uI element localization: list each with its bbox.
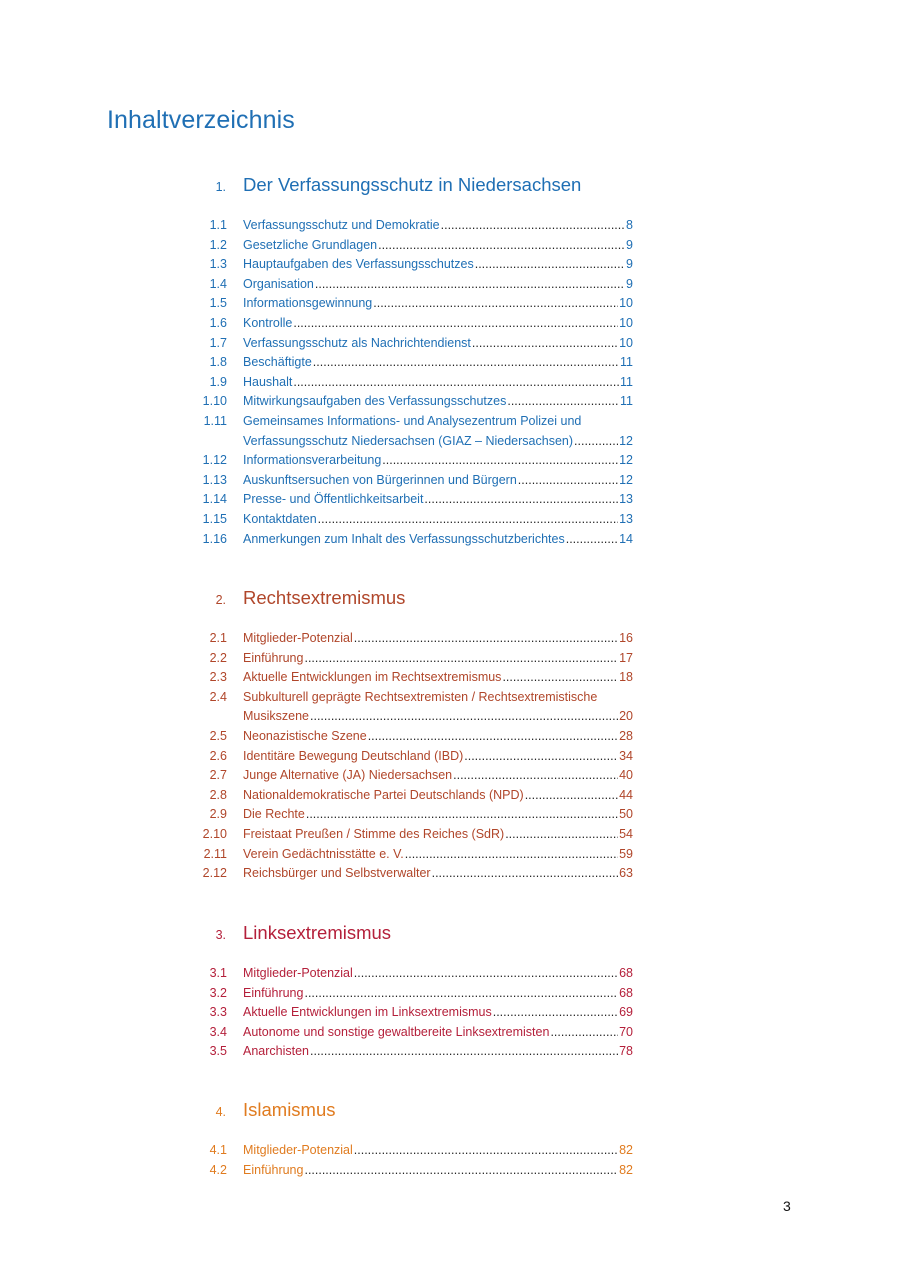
entry-title: Autonome und sonstige gewaltbereite Linksextremisten	[243, 1024, 550, 1039]
entry-page: 54	[619, 826, 633, 841]
dot-leader	[432, 866, 619, 880]
entry-title: Aktuelle Entwicklungen im Rechtsextremismus	[243, 670, 502, 685]
toc-entry[interactable]	[0, 1141, 900, 1161]
toc-entry[interactable]	[0, 864, 900, 884]
entry-number: 1.6	[209, 315, 227, 330]
toc-entry[interactable]	[0, 964, 900, 984]
entry-page: 12	[619, 472, 633, 487]
dot-leader	[525, 788, 618, 802]
entry-page: 9	[626, 237, 633, 252]
toc-entry[interactable]	[0, 334, 900, 354]
entry-title: Hauptaufgaben des Verfassungsschutzes	[243, 257, 474, 272]
entry-page: 12	[619, 433, 633, 448]
dot-leader	[354, 1143, 618, 1157]
chapter-title[interactable]: Linksextremismus	[243, 922, 392, 943]
dot-leader	[373, 296, 618, 310]
dot-leader	[304, 986, 618, 1000]
toc-entry[interactable]	[0, 294, 900, 314]
chapter-number: 3.	[215, 928, 226, 942]
entry-title: Mitglieder-Potenzial	[243, 631, 353, 645]
entry-number: 3.1	[209, 966, 227, 980]
dot-leader	[382, 453, 618, 467]
dot-leader	[378, 238, 625, 252]
dot-leader	[315, 277, 625, 291]
entry-number: 1.9	[209, 374, 227, 389]
toc-entry[interactable]	[0, 216, 900, 236]
dot-leader	[405, 847, 618, 861]
entry-page: 78	[619, 1044, 633, 1059]
entry-number: 2.5	[209, 728, 227, 743]
toc-entry[interactable]	[0, 649, 900, 669]
dot-leader	[354, 966, 618, 980]
entry-page: 17	[619, 650, 633, 665]
toc-entry[interactable]	[0, 373, 900, 393]
dot-leader	[453, 768, 618, 782]
entry-title: Gemeinsames Informations- und Analysezentrum Polizei und	[243, 413, 582, 428]
dot-leader	[424, 492, 618, 506]
toc-entry[interactable]	[0, 668, 900, 688]
dot-leader	[475, 257, 625, 271]
entry-number: 1.3	[209, 257, 227, 272]
dot-leader	[574, 434, 618, 448]
entry-page: 10	[619, 335, 633, 350]
entry-number: 1.12	[202, 453, 227, 468]
toc-entry[interactable]	[0, 1161, 900, 1181]
toc-entry[interactable]	[0, 688, 900, 727]
chapter-4	[0, 1099, 900, 1177]
entry-title: Einführung	[243, 650, 304, 665]
entry-title: Mitwirkungsaufgaben des Verfassungsschutzes	[243, 394, 507, 409]
entry-title: Organisation	[243, 276, 314, 291]
entry-title: Einführung	[243, 985, 304, 1000]
entry-title: Freistaat Preußen / Stimme des Reiches (SdR)	[243, 826, 505, 841]
entry-page: 12	[619, 453, 633, 468]
chapter-2	[0, 587, 900, 881]
entry-number: 1.14	[202, 492, 227, 507]
entry-page: 8	[626, 218, 633, 232]
entry-page: 13	[619, 511, 633, 526]
entry-title: Anarchisten	[243, 1044, 310, 1059]
entry-title: Nationaldemokratische Partei Deutschlands (NPD)	[243, 787, 524, 802]
entry-page: 10	[619, 315, 633, 330]
entry-number: 2.6	[209, 748, 227, 763]
entry-number: 2.8	[209, 787, 227, 802]
toc-entry[interactable]	[0, 629, 900, 649]
entry-title: Presse- und Öffentlichkeitsarbeit	[243, 492, 424, 507]
dot-leader	[368, 729, 618, 743]
entry-page: 68	[619, 966, 633, 980]
entry-title: Aktuelle Entwicklungen im Linksextremismus	[243, 1005, 492, 1020]
toc-entry[interactable]	[0, 825, 900, 845]
entry-number: 1.13	[202, 472, 227, 487]
chapter-1	[0, 174, 900, 546]
entry-number: 3.4	[209, 1024, 227, 1039]
entry-page: 13	[619, 492, 633, 507]
entry-number: 2.7	[209, 768, 227, 783]
entry-page: 9	[626, 276, 633, 291]
entry-number: 1.2	[209, 237, 227, 252]
dot-leader	[354, 631, 618, 645]
entry-title: Junge Alternative (JA) Niedersachsen	[243, 768, 453, 783]
entry-page: 20	[619, 709, 633, 724]
dot-leader	[507, 394, 619, 408]
dot-leader	[493, 1005, 618, 1019]
toc-entry[interactable]	[0, 1023, 900, 1043]
chapter-title[interactable]: Islamismus	[243, 1099, 336, 1120]
entry-number: 1.4	[209, 276, 227, 291]
entry-number: 1.15	[202, 511, 227, 526]
entry-page: 63	[619, 866, 633, 881]
toc-entry[interactable]	[0, 805, 900, 825]
dot-leader	[566, 532, 618, 546]
entry-title: Subkulturell geprägte Rechtsextremisten / Rechtsextremistische	[243, 689, 598, 704]
dot-leader	[518, 473, 618, 487]
entry-page: 14	[619, 531, 633, 546]
dot-leader	[502, 670, 618, 684]
toc-entry[interactable]	[0, 747, 900, 767]
toc-entry[interactable]	[0, 530, 900, 550]
entry-number: 2.1	[209, 631, 227, 645]
toc-entry[interactable]	[0, 845, 900, 865]
page-title: Inhaltverzeichnis	[107, 106, 295, 134]
dot-leader	[310, 709, 618, 723]
entry-title: Die Rechte	[243, 807, 305, 822]
entry-page: 9	[626, 257, 633, 272]
chapter-title[interactable]: Der Verfassungsschutz in Niedersachsen	[243, 174, 582, 195]
entry-number: 1.1	[209, 218, 227, 232]
entry-number: 3.3	[209, 1005, 227, 1020]
entry-title: Verfassungsschutz und Demokratie	[243, 218, 440, 232]
dot-leader	[441, 218, 625, 232]
entry-title: Verein Gedächtnisstätte e. V.	[243, 846, 404, 861]
entry-title: Identitäre Bewegung Deutschland (IBD)	[243, 748, 464, 763]
entry-title: Informationsverarbeitung	[243, 453, 382, 468]
toc-entry[interactable]	[0, 353, 900, 373]
chapter-number: 1.	[215, 180, 226, 194]
entry-page: 50	[619, 807, 633, 822]
dot-leader	[505, 827, 618, 841]
toc-entry[interactable]	[0, 236, 900, 256]
dot-leader	[313, 355, 619, 369]
entry-number: 2.9	[209, 807, 227, 822]
entry-title: Mitglieder-Potenzial	[243, 1143, 353, 1157]
entry-page: 16	[619, 631, 633, 645]
entry-number: 3.2	[209, 985, 227, 1000]
entry-page: 44	[619, 787, 633, 802]
entry-page: 34	[619, 748, 633, 763]
entry-page: 18	[619, 670, 633, 685]
entry-title-continued: Verfassungsschutz Niedersachsen (GIAZ – Niedersachsen)	[243, 433, 574, 448]
entry-number: 4.2	[209, 1162, 227, 1177]
entry-title: Informationsgewinnung	[243, 296, 373, 311]
entry-number: 2.3	[209, 670, 227, 685]
toc-entry[interactable]	[0, 984, 900, 1004]
entry-number: 1.10	[202, 394, 227, 409]
entry-page: 68	[619, 985, 633, 1000]
dot-leader	[550, 1025, 618, 1039]
entry-title: Mitglieder-Potenzial	[243, 966, 353, 980]
toc-entry[interactable]	[0, 275, 900, 295]
dot-leader	[304, 651, 618, 665]
entry-title: Einführung	[243, 1162, 304, 1177]
entry-number: 3.5	[209, 1044, 227, 1059]
toc-entry[interactable]	[0, 490, 900, 510]
dot-leader	[310, 1044, 618, 1058]
entry-number: 2.10	[202, 826, 227, 841]
toc-entry[interactable]	[0, 727, 900, 747]
entry-title: Beschäftigte	[243, 355, 312, 370]
entry-number: 2.12	[202, 866, 227, 881]
toc-entry[interactable]	[0, 451, 900, 471]
chapter-number: 4.	[215, 1105, 226, 1119]
dot-leader	[293, 316, 618, 330]
entry-number: 1.7	[209, 335, 227, 350]
entry-number: 1.16	[202, 531, 227, 546]
entry-title: Auskunftsersuchen von Bürgerinnen und Bürgern	[243, 472, 517, 487]
entry-title: Kontaktdaten	[243, 511, 317, 526]
toc-entry[interactable]	[0, 471, 900, 491]
page-number: 3	[783, 1198, 791, 1214]
entry-page: 11	[620, 355, 633, 370]
entry-title: Verfassungsschutz als Nachrichtendienst	[243, 335, 471, 350]
entry-title-continued: Musikszene	[243, 709, 309, 724]
entry-page: 11	[620, 374, 633, 389]
dot-leader	[464, 749, 618, 763]
entry-number: 1.5	[209, 296, 227, 311]
entry-title: Reichsbürger und Selbstverwalter	[243, 866, 431, 881]
dot-leader	[293, 375, 619, 389]
entry-number: 2.11	[203, 846, 227, 861]
entry-number: 1.11	[203, 413, 227, 428]
entry-page: 69	[619, 1005, 633, 1020]
entry-page: 70	[619, 1024, 633, 1039]
dot-leader	[472, 336, 618, 350]
entry-number: 2.4	[209, 689, 227, 704]
entry-page: 59	[619, 846, 633, 861]
dot-leader	[318, 512, 618, 526]
chapter-3	[0, 922, 900, 1059]
entry-page: 82	[619, 1143, 633, 1157]
toc-entry[interactable]	[0, 1003, 900, 1023]
entry-page: 10	[619, 296, 633, 311]
toc-entry[interactable]	[0, 314, 900, 334]
entry-page: 28	[619, 728, 633, 743]
entry-title: Haushalt	[243, 374, 293, 389]
entry-title: Gesetzliche Grundlagen	[243, 237, 378, 252]
entry-title: Anmerkungen zum Inhalt des Verfassungsschutzberichtes	[243, 531, 565, 546]
entry-number: 4.1	[209, 1143, 227, 1157]
entry-page: 11	[620, 394, 633, 409]
toc-entry[interactable]	[0, 412, 900, 451]
toc-entry[interactable]	[0, 766, 900, 786]
entry-number: 1.8	[209, 355, 227, 370]
dot-leader	[304, 1163, 618, 1177]
toc-entry[interactable]	[0, 1042, 900, 1062]
entry-number: 2.2	[209, 650, 227, 665]
toc-entry[interactable]	[0, 510, 900, 530]
entry-title: Kontrolle	[243, 315, 293, 330]
chapter-number: 2.	[215, 593, 226, 607]
entry-page: 40	[619, 768, 633, 783]
toc-entry[interactable]	[0, 392, 900, 412]
dot-leader	[306, 807, 618, 821]
toc-entry[interactable]	[0, 255, 900, 275]
entry-title: Neonazistische Szene	[243, 728, 367, 743]
toc-entry[interactable]	[0, 786, 900, 806]
entry-page: 82	[619, 1162, 633, 1177]
chapter-title[interactable]: Rechtsextremismus	[243, 587, 406, 608]
